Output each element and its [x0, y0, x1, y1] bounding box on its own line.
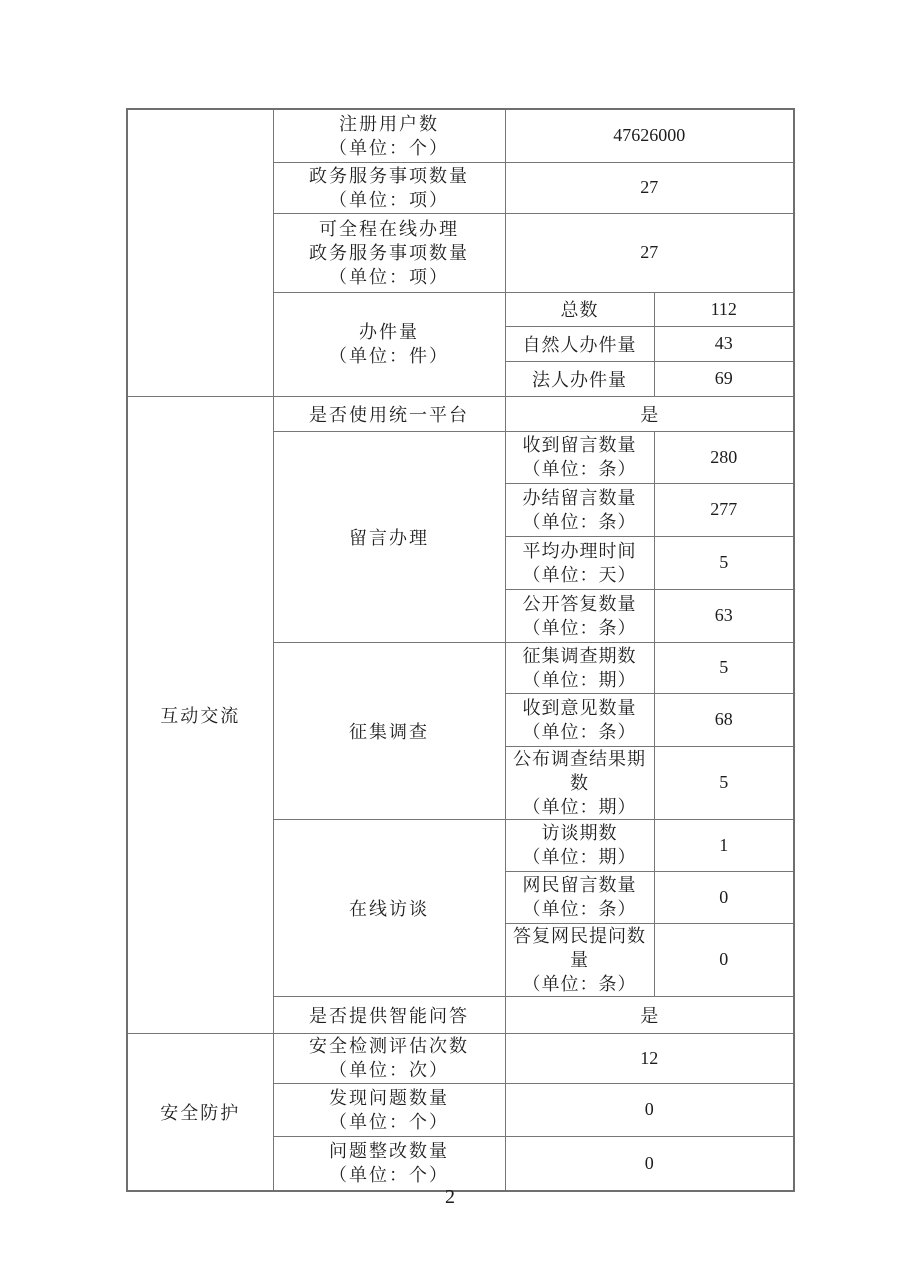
submetric-unit: （单位：条）: [522, 899, 637, 919]
submetric-label-cell: [505, 819, 654, 871]
metric-value-cell: 12: [505, 1033, 794, 1083]
submetric-label-cell: [505, 431, 654, 483]
metric-label-cell-unified-platform: 是否使用统一平台: [273, 396, 505, 431]
submetric-label-cell: 法人办件量: [505, 361, 654, 396]
metric-value-cell: 27: [505, 213, 794, 292]
submetric-value-cell: 43: [654, 326, 794, 361]
metric-value-cell: 是: [505, 396, 794, 431]
submetric-unit: （单位：条）: [522, 617, 637, 638]
metric-value-cell: 0: [505, 1083, 794, 1136]
submetric-label-cell: [505, 693, 654, 746]
metric-unit: （单位：个）: [329, 1111, 449, 1132]
group-label-cell-surveys: 征集调查: [273, 642, 505, 819]
metric-unit: （单位：项）: [329, 189, 449, 210]
submetric-label-cell: [505, 923, 654, 996]
report-table: [126, 108, 795, 1192]
submetric-value-cell: 0: [654, 923, 794, 996]
submetric-label-cell: [505, 536, 654, 589]
metric-label: 政务服务事项数量: [309, 165, 469, 186]
page-number: 2: [445, 1186, 455, 1208]
metric-label-cell-problems-found: [273, 1083, 505, 1136]
metric-label: 发现问题数量: [329, 1087, 449, 1108]
category-cell-interaction: 互动交流: [127, 396, 273, 1033]
metric-label-cell-registered-users: [273, 109, 505, 162]
metric-label-cell-security-checks: [273, 1033, 505, 1083]
submetric-value-cell: 69: [654, 361, 794, 396]
submetric-label: 平均办理时间: [522, 540, 637, 561]
submetric-value-cell: 5: [654, 642, 794, 693]
submetric-label: 办结留言数量: [522, 487, 637, 508]
submetric-unit: （单位：期）: [522, 796, 637, 817]
submetric-label-cell: [505, 871, 654, 923]
group-label-cell-message-handling: 留言办理: [273, 431, 505, 642]
submetric-label: 公布调查结果期数: [513, 748, 646, 793]
submetric-unit: （单位：条）: [522, 973, 637, 994]
submetric-value-cell: 5: [654, 746, 794, 819]
metric-label: 安全检测评估次数: [309, 1036, 469, 1056]
metric-label-cell-service-items: [273, 162, 505, 213]
submetric-unit: （单位：期）: [522, 847, 637, 867]
submetric-unit: （单位：条）: [522, 511, 637, 532]
metric-value-cell: 是: [505, 996, 794, 1033]
submetric-label: 访谈期数: [541, 823, 618, 843]
submetric-unit: （单位：条）: [522, 459, 637, 479]
submetric-label-cell: 自然人办件量: [505, 326, 654, 361]
metric-label-cell-full-online-items: [273, 213, 505, 292]
submetric-unit: （单位：条）: [522, 721, 637, 742]
group-label-cell-interviews: 在线访谈: [273, 819, 505, 996]
submetric-label-cell: [505, 589, 654, 642]
metric-value-cell: 0: [505, 1136, 794, 1191]
submetric-label: 网民留言数量: [522, 875, 637, 895]
submetric-label: 征集调查期数: [522, 645, 637, 666]
submetric-value-cell: 112: [654, 292, 794, 326]
metric-unit: （单位：个）: [329, 137, 449, 158]
submetric-label: 收到意见数量: [522, 697, 637, 718]
metric-label: 政务服务事项数量: [309, 242, 469, 263]
submetric-value-cell: 280: [654, 431, 794, 483]
category-cell-empty: [127, 109, 273, 396]
submetric-value-cell: 68: [654, 693, 794, 746]
submetric-label-cell: [505, 642, 654, 693]
submetric-label-cell: [505, 746, 654, 819]
submetric-value-cell: 63: [654, 589, 794, 642]
metric-label-cell-problems-fixed: [273, 1136, 505, 1191]
submetric-label: 答复网民提问数量: [513, 925, 646, 970]
submetric-value-cell: 5: [654, 536, 794, 589]
submetric-value-cell: 0: [654, 871, 794, 923]
metric-label: 问题整改数量: [329, 1141, 449, 1162]
submetric-value-cell: 277: [654, 483, 794, 536]
submetric-unit: （单位：期）: [522, 669, 637, 690]
metric-label: 可全程在线办理: [319, 218, 459, 239]
metric-value-cell: 47626000: [505, 109, 794, 162]
metric-label: 注册用户数: [339, 113, 439, 134]
submetric-label-cell: [505, 483, 654, 536]
group-label: 办件量: [359, 322, 419, 342]
submetric-label: 收到留言数量: [522, 435, 637, 455]
metric-unit: （单位：项）: [329, 266, 449, 287]
group-unit: （单位：件）: [329, 346, 449, 366]
metric-unit: （单位：个）: [329, 1165, 449, 1186]
metric-label-cell-smart-qa: 是否提供智能问答: [273, 996, 505, 1033]
submetric-value-cell: 1: [654, 819, 794, 871]
submetric-label-cell: 总数: [505, 292, 654, 326]
category-cell-security: 安全防护: [127, 1033, 273, 1191]
submetric-label: 公开答复数量: [522, 593, 637, 614]
metric-value-cell: 27: [505, 162, 794, 213]
submetric-unit: （单位：天）: [522, 564, 637, 585]
metric-unit: （单位：次）: [329, 1060, 449, 1080]
group-label-cell-transactions: [273, 292, 505, 396]
